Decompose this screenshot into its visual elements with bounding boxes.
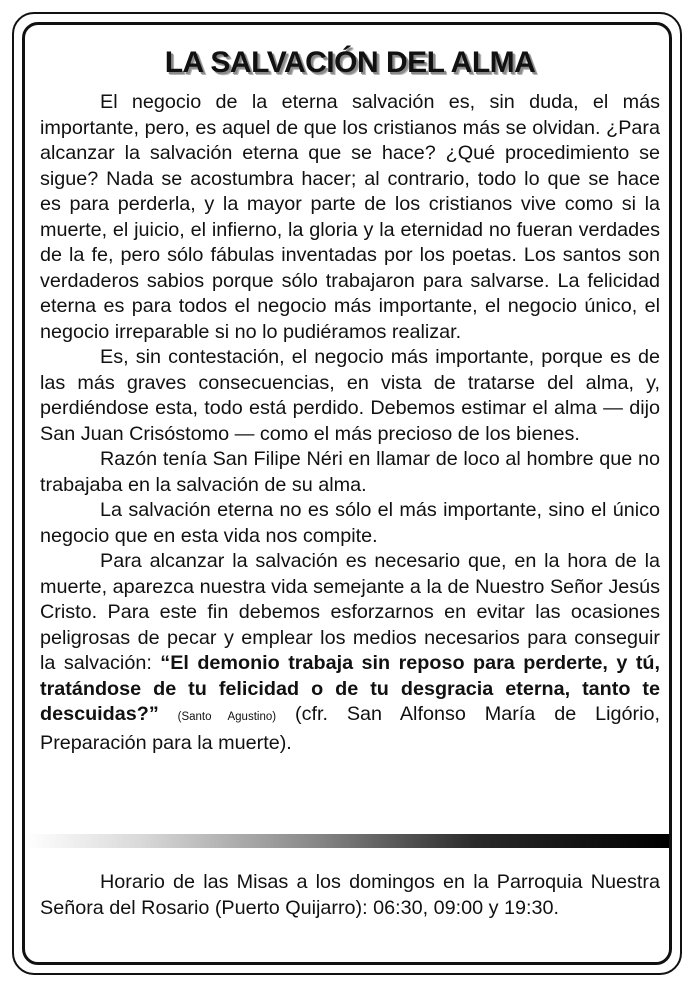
paragraph-5	[40, 549, 660, 756]
article-body	[40, 90, 660, 756]
paragraph-4: La salvación eterna no es sólo el más importante, sino el único negocio que en esta vida nos compite.	[40, 499, 660, 547]
citation: (cfr. San Alfonso María de Ligório, Preparación para la muerte).	[40, 703, 660, 754]
gradient-divider	[25, 834, 669, 848]
paragraph-3: Razón tenía San Filipe Néri en llamar de loco al hombre que no trabajaba en la salvación de su alma.	[40, 448, 660, 496]
page-title: LA SALVACIÓN DEL ALMA	[164, 46, 536, 79]
paragraph-5-text: Para alcanzar la salvación es necesario que, en la hora de la muerte, aparezca nuestra vida semejante a la de Nuestro Señor Jesús Cristo. Para este fin debemos esforzarnos en evitar las ocasiones peligrosas de pecar y emplear los medios necesarios para conseguir la salvación:	[40, 550, 660, 674]
mass-schedule	[40, 870, 660, 921]
paragraph-1: El negocio de la eterna salvación es, sin duda, el más importante, pero, es aquel de que los cristianos más se olvidan. ¿Para alcanzar la salvación eterna que se hace? ¿Qué procedimiento se sigue? Nada se acostumbra hacer; al contrario, todo lo que se hace es para perderla, y la mayor parte de los cristianos vive como si la muerte, el juicio, el infierno, la gloria y la eternidad no fueran verdades de la fe, pero sólo fábulas inventadas por los poetas. Los santos son verdaderos sabios porque sólo trabajaron para salvarse. La felicidad eterna es para todos el negocio más importante, el negocio único, el negocio irreparable si no lo pudiéramos realizar.	[40, 91, 660, 343]
paragraph-2: Es, sin contestación, el negocio más importante, porque es de las más graves consecuencias, en vista de tratarse del alma, y, perdiéndose esta, todo está perdido. Debemos estimar el alma — dijo San Juan Crisóstomo — como el más precioso de los bienes.	[40, 346, 660, 445]
quote-author: (Santo Agustino)	[177, 711, 277, 723]
schedule-text: Horario de las Misas a los domingos en la Parroquia Nuestra Señora del Rosario (Puerto Quijarro): 06:30, 09:00 y 19:30.	[40, 871, 660, 919]
quote-text: “El demonio trabaja sin reposo para perderte, y tú, tratándose de tu felicidad o de tu desgracia eterna, tanto te descuidas?”	[40, 652, 661, 725]
